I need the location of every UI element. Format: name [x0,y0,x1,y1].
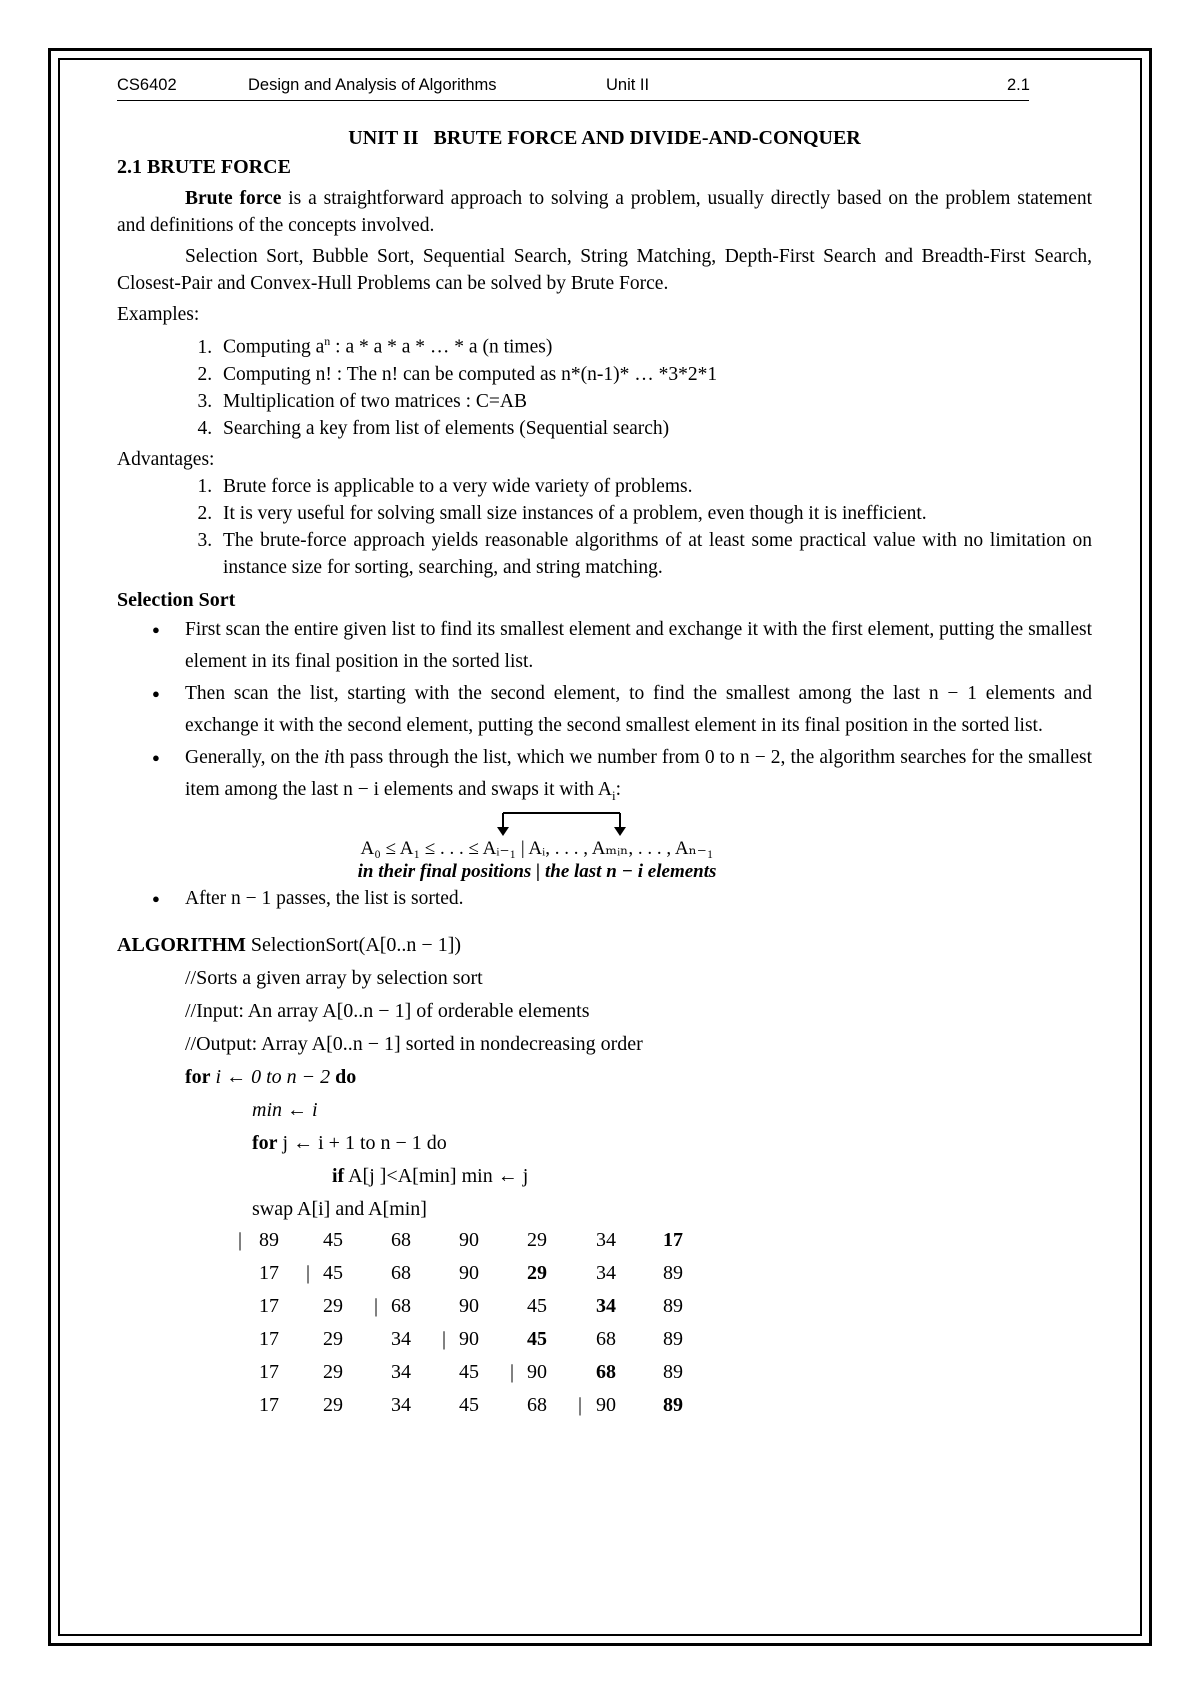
trace-cell: 89 [663,1394,683,1417]
trace-cell: 68 [596,1328,616,1351]
trace-cell: 17 [663,1229,683,1252]
algorithm-comment: //Input: An array A[0..n − 1] of orderable elements [185,1000,590,1023]
trace-cell: 89 [663,1295,683,1318]
list-item: 4. Searching a key from list of elements (Sequential search) [217,415,1092,442]
course-title: Design and Analysis of Algorithms [248,76,497,94]
trace-cell: 17 [259,1361,279,1384]
page-number: 2.1 [1007,76,1030,94]
list-item: ● After n − 1 passes, the list is sorted. [185,883,1092,915]
trace-row [117,1391,1092,1424]
examples-list [117,328,1092,442]
trace-row [117,1292,1092,1325]
trace-cell: 34 [596,1295,616,1318]
partition-formula: A₀ ≤ A₁ ≤ . . . ≤ Aᵢ₋₁ | Aᵢ, . . . , Aₘᵢₙ, . . . , Aₙ₋₁ [360,838,714,860]
advantages-label: Advantages: [117,448,215,470]
trace-cell: 89 [663,1361,683,1384]
arrows-diagram [117,811,1092,837]
list-item: 3. Multiplication of two matrices : C=AB [217,388,1092,415]
intro-text: is a straightforward approach to solving a problem, usually directly based on the problem statement and definitions of the concepts involved. [117,188,1092,236]
list-item: 3. The brute-force approach yields reasonable algorithms of at least some practical value with no limitation on instance size for sorting, searching, and string matching. [217,527,1092,581]
algorithm-comment: //Output: Array A[0..n − 1] sorted in nondecreasing order [185,1033,643,1056]
trace-cell: 45 [323,1229,343,1252]
sorted-boundary-marker: | [238,1229,243,1252]
trace-cell: 89 [663,1262,683,1285]
unit-label: Unit II [606,76,650,94]
list-item: 1. Brute force is applicable to a very wide variety of problems. [217,473,1092,500]
trace-cell: 90 [459,1328,479,1351]
trace-cell: 68 [391,1295,411,1318]
trace-cell: 90 [459,1262,479,1285]
algorithm-outer-loop: for i ← 0 to n − 2 do [185,1066,357,1089]
algorithm-comment: //Sorts a given array by selection sort [185,967,483,990]
course-code: CS6402 [117,76,177,94]
trace-cell: 68 [391,1262,411,1285]
trace-cell: 29 [323,1394,343,1417]
trace-cell: 29 [527,1262,547,1285]
trace-cell: 90 [527,1361,547,1384]
trace-cell: 29 [323,1361,343,1384]
sorted-boundary-marker: | [578,1394,583,1417]
trace-cell: 17 [259,1295,279,1318]
algorithm-swap: swap A[i] and A[min] [252,1198,427,1221]
trace-cell: 34 [596,1229,616,1252]
section-heading: 2.1 BRUTE FORCE [117,156,291,178]
list-item: 2. Computing n! : The n! can be computed as n*(n-1)* … *3*2*1 [217,361,1092,388]
trace-cell: 68 [596,1361,616,1384]
algorithm-signature: ALGORITHM SelectionSort(A[0..n − 1]) [117,934,462,957]
trace-cell: 45 [459,1361,479,1384]
trace-cell: 34 [391,1361,411,1384]
trace-cell: 68 [391,1229,411,1252]
trace-cell: 34 [391,1394,411,1417]
list-item: ● Generally, on the ith pass through the list, which we number from 0 to n − 2, the algorithm searches for the smallest item among the last n − i elements and swaps it with $A_i$: [185,742,1092,812]
list-item: ● Then scan the list, starting with the second element, to find the smallest among the last n − 1 elements and exchange it with the second element, putting the second smallest element in its final position in the sorted list. [185,678,1092,742]
trace-cell: 90 [596,1394,616,1417]
trace-row [117,1226,1092,1259]
trace-row [117,1325,1092,1358]
trace-cell: 34 [596,1262,616,1285]
algorithm-if: if A[j ]<A[min] min ← j [332,1165,529,1188]
advantages-list [117,473,1092,581]
intro-term: Brute force [185,188,282,209]
intro-paragraph [117,185,1092,239]
problems-paragraph: Selection Sort, Bubble Sort, Sequential Search, String Matching, Depth-First Search and Breadth-First Search, Closest-Pair and Convex-Hull Problems can be solved by Brute Force. [117,246,1092,294]
sorted-boundary-marker: | [374,1295,379,1318]
trace-cell: 29 [527,1229,547,1252]
sorted-boundary-marker: | [442,1328,447,1351]
trace-cell: 45 [323,1262,343,1285]
trace-cell: 90 [459,1295,479,1318]
sorted-boundary-marker: | [306,1262,311,1285]
trace-cell: 89 [259,1229,279,1252]
trace-cell: 34 [391,1328,411,1351]
trace-row [117,1259,1092,1292]
unit-heading: UNIT II BRUTE FORCE AND DIVIDE-AND-CONQUER [348,127,861,149]
trace-cell: 90 [459,1229,479,1252]
trace-cell: 45 [527,1295,547,1318]
algorithm-inner-loop: for j ← i + 1 to n − 1 do [252,1132,447,1155]
trace-cell: 29 [323,1295,343,1318]
sorted-boundary-marker: | [510,1361,515,1384]
selection-sort-final-bullet [117,883,1092,915]
trace-cell: 89 [663,1328,683,1351]
partition-caption: in their final positions | the last n − i elements [357,861,717,883]
trace-table [117,1226,1092,1424]
trace-cell: 45 [459,1394,479,1417]
trace-cell: 29 [323,1328,343,1351]
partition-arrows [117,811,1092,837]
trace-cell: 45 [527,1328,547,1351]
algorithm-min-init: min ← i [252,1099,318,1122]
list-item: 2. It is very useful for solving small size instances of a problem, even though it is inefficient. [217,500,1092,527]
algorithm-block [117,929,1092,1226]
trace-cell: 17 [259,1394,279,1417]
document-page [117,74,1092,1424]
running-header [117,74,1029,101]
examples-label: Examples: [117,304,200,325]
list-item: ● First scan the entire given list to find its smallest element and exchange it with the first element, putting the smallest element in its final position in the sorted list. [185,614,1092,678]
trace-cell: 17 [259,1328,279,1351]
selection-sort-bullets [117,614,1092,812]
selection-sort-heading: Selection Sort [117,588,236,611]
trace-row [117,1358,1092,1391]
list-item: 1. Computing $a^n$ : a * a * a * … * a (n times) [217,328,1092,361]
trace-cell: 17 [259,1262,279,1285]
trace-cell: 68 [527,1394,547,1417]
